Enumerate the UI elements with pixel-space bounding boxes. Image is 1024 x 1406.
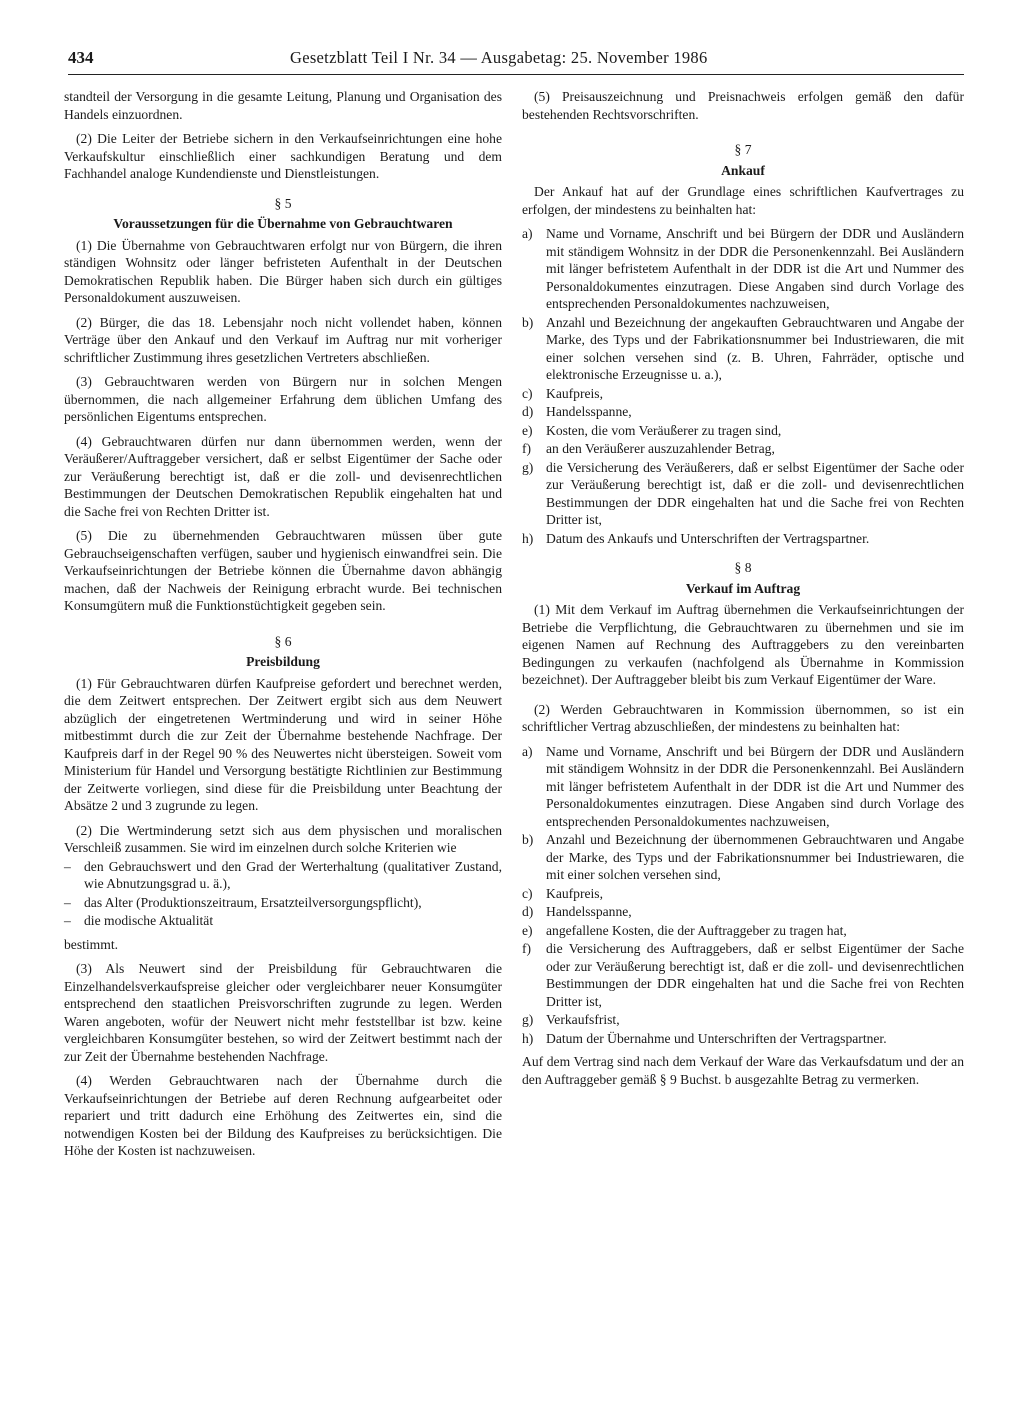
list-item-text: die Versicherung des Veräußerers, daß er selbst Eigentümer der Sache oder zur Veräußerung berechtigt ist, daß er die zoll- und devisenrechtlichen Bestimmungen der DDR eingehalten hat und die Sache frei von Rechten Dritter ist,: [546, 459, 964, 527]
section-6-number: § 6: [274, 633, 292, 649]
paragraph-5-2: (2) Bürger, die das 18. Lebensjahr noch nicht vollendet haben, können Verträge über den Ankauf und den Verkauf im Auftrag nur mit vorheriger schriftlicher Zustimmung ihres gesetzlichen Vertreters abschließen.: [64, 314, 502, 365]
list-item-text: Name und Vorname, Anschrift und bei Bürgern der DDR und Ausländern mit ständigem Wohnsitz in der DDR die Personenkennzahl. Bei Ausländern mit länger befristetem Aufenthalt in der DDR ist die Art und Nummer des Personaldokumentes einzutragen. Diese Angaben sind durch Vorlage des entsprechenden Personaldokumentes nachzuweisen,: [546, 226, 964, 311]
list-item: [522, 385, 964, 403]
list-item: [522, 225, 964, 313]
section-7-number: § 7: [734, 142, 752, 157]
paragraph-6-4: (4) Werden Gebrauchtwaren nach der Übernahme durch die Verkaufseinrichtungen der Betriebe auf deren Rechnung aufgearbeitet oder repariert und tritt dadurch eine Erhöhung des Zeitwertes ein, sind die notwendigen Kosten bei der Bildung des Kaufpreises zu berücksichtigen. Die Höhe der Kosten ist nachzuweisen.: [64, 1073, 502, 1158]
list-item-text: an den Veräußerer auszuzahlender Betrag,: [546, 441, 775, 456]
list-item: [522, 903, 964, 921]
list-marker: e): [522, 922, 533, 938]
list-marker: b): [522, 314, 534, 330]
left-column: [64, 88, 502, 1167]
paragraph-5-5: (5) Die zu übernehmenden Gebrauchtwaren müssen über gute Gebrauchseigenschaften verfügen, sauber und hygienisch einwandfrei sein. Die Verkaufseinrichtungen der Betriebe können die Übernahme davon abhängig machen, daß der Nachweis der Reinigung erbracht wurde. Bei technischen Konsumgütern muß die Funktionstüchtigkeit gegeben sein.: [64, 528, 502, 613]
list-marker: a): [522, 226, 533, 241]
list-item-text: Kosten, die vom Veräußerer zu tragen sind,: [546, 422, 782, 438]
section-5-title: Voraussetzungen für die Übernahme von Gebrauchtwaren: [113, 216, 453, 231]
list-item: [522, 922, 964, 940]
list-item: [522, 743, 964, 831]
list-item: [522, 1030, 964, 1048]
kommission-list: [522, 743, 964, 1048]
list-item-text: Name und Vorname, Anschrift und bei Bürgern der DDR und Ausländern mit ständigem Wohnsitz in der DDR die Personenkennzahl. Bei Ausländern mit länger befristetem Aufenthalt in der DDR ist die Art und Nummer des Personaldokumentes einzutragen. Diese Angaben sind durch Vorlage des entsprechenden Personaldokumentes nachzuweisen,: [546, 743, 964, 829]
paragraph-5-4: (4) Gebrauchtwaren dürfen nur dann übernommen werden, wenn der Veräußerer/Auftraggeber versichert, daß er selbst Eigentümer der Sache oder zur Veräußerung berechtigt ist, daß er die zoll- und devisenrechtlichen Bestimmungen der Deutschen Demokratischen Republik eingehalten hat und die Sache frei von Rechten Dritter ist.: [64, 433, 502, 519]
list-marker: d): [522, 904, 534, 919]
header-rule: [68, 74, 964, 75]
paragraph-5-1: (1) Die Übernahme von Gebrauchtwaren erfolgt nur von Bürgern, die ihren ständigen Wohnsitz oder länger befristeten Aufenthalt in der Deutschen Demokratischen Republik haben. Die Bürger haben sich durch ein gültiges Personaldokument auszuweisen.: [64, 237, 502, 305]
paragraph-8-end: Auf dem Vertrag sind nach dem Verkauf der Ware das Verkaufsdatum und der an den Auftraggeber gemäß § 9 Buchst. b ausgezahlte Betrag zu vermerken.: [522, 1054, 964, 1087]
list-item-text: Kaufpreis,: [546, 885, 603, 901]
list-item-text: Anzahl und Bezeichnung der angekauften Gebrauchtwaren und Angabe der Marke, des Typs und der Fabrikationsnummer bei Industriewaren, die mit einer solchen versehen sind (z. B. Uhren, Fahrräder, optische und elektronische Erzeugnisse u. a.),: [546, 314, 964, 382]
paragraph-8-2: (2) Werden Gebrauchtwaren in Kommission übernommen, so ist ein schriftlicher Vertrag abzuschließen, der mindestens zu beinhalten hat:: [522, 701, 964, 734]
list-marker: c): [522, 885, 533, 901]
paragraph-6-1: (1) Für Gebrauchtwaren dürfen Kaufpreise gefordert und berechnet werden, die dem Zeitwert entsprechen. Der Zeitwert ergibt sich aus dem Neuwert abzüglich der eingetretenen Wertminderung und wird in seiner Höhe mitbestimmt durch die zur Zeit der Übernahme bestehende Nachfrage. Der Kaufpreis darf in der Regel 90 % des Neuwertes nicht übersteigen. Soweit vom Ministerium für Handel und Versorgung bestätigte Richtlinien zur Bestimmung der Zeitwerte vorliegen, sind diese für die Preisbildung unter Beachtung der Absätze 2 und 3 zugrunde zu legen.: [64, 675, 502, 813]
list-item: [522, 440, 964, 458]
list-item-text: Datum des Ankaufs und Unterschriften der Vertragspartner.: [546, 530, 870, 546]
ankauf-list: [522, 225, 964, 547]
list-item: [522, 940, 964, 1010]
list-marker: g): [522, 1012, 534, 1027]
paragraph-5-3: (3) Gebrauchtwaren werden von Bürgern nur in solchen Mengen übernommen, die nach allgemeiner Erfahrung dem üblichen Umfang des persönlichen Eigentums entsprechen.: [64, 374, 502, 424]
list-item-text: Datum der Übernahme und Unterschriften der Vertragspartner.: [546, 1030, 887, 1046]
list-marker: g): [522, 459, 534, 475]
list-marker: f): [522, 441, 532, 456]
list-item-text: die modische Aktualität: [84, 913, 214, 928]
paragraph-8-1: (1) Mit dem Verkauf im Auftrag übernehmen die Verkaufseinrichtungen der Betriebe die Verpflichtung, die Gebrauchtwaren zu übernehmen und sie im eigenen Namen auf Rechnung des Auftraggebers zu den vereinbarten Bedingungen zu verkaufen (nachfolgend als Übernahme in Kommission bezeichnet). Der Auftraggeber bleibt bis zum Verkauf Eigentümer der Ware.: [522, 602, 964, 687]
section-8-number: § 8: [734, 560, 752, 575]
list-item: – die modische Aktualität: [64, 913, 214, 928]
section-8-title: Verkauf im Auftrag: [685, 580, 801, 596]
list-item-text: Kaufpreis,: [546, 385, 603, 401]
list-item-text: das Alter (Produktionszeitraum, Ersatzteilversorgungspflicht),: [84, 894, 422, 910]
list-marker: h): [522, 1030, 534, 1046]
list-item: [522, 422, 964, 440]
list-item-text: Handelsspanne,: [546, 404, 632, 419]
list-item: – das Alter (Produktionszeitraum, Ersatzteilversorgungspflicht),: [64, 894, 422, 910]
list-item-text: die Versicherung des Auftraggebers, daß er selbst Eigentümer der Sache oder zur Veräußerung berechtigt ist, daß er die zoll- und devisenrechtlichen Bestimmungen der DDR eingehalten hat und die Sache frei von Rechten Dritter ist,: [546, 941, 964, 1009]
list-item: [522, 459, 964, 529]
list-item-text: Anzahl und Bezeichnung der übernommenen Gebrauchtwaren und Angabe der Marke, des Typs und der Fabrikationsnummer bei Industriewaren, die mit einer solchen versehen sind,: [546, 832, 964, 882]
paragraph-6-5: (5) Preisauszeichnung und Preisnachweis erfolgen gemäß den dafür bestehenden Rechtsvorschriften.: [522, 89, 964, 122]
list-marker: d): [522, 404, 534, 419]
list-item-text: Verkaufsfrist,: [546, 1012, 620, 1027]
paragraph-6-3: (3) Als Neuwert sind der Preisbildung für Gebrauchtwaren die Einzelhandelsverkaufspreise gleicher oder vergleichbarer neuer Konsumgüter entsprechend den staatlichen Preisvorschriften zugrunde zu legen. Werden Waren angeboten, wofür der Neuwert nicht mehr feststellbar ist bzw. keine vergleichbaren Konsumgüter bestehen, so wird der Zeitwert bestimmt nach der zur Zeit der Übernahme bestehenden Nachfrage.: [64, 961, 502, 1064]
header-title: Gesetzblatt Teil I Nr. 34 — Ausgabetag: 25. November 1986: [290, 48, 708, 67]
page-number: 434: [68, 48, 94, 67]
list-marker: c): [522, 385, 533, 401]
list-item: [522, 831, 964, 884]
section-7-title: Ankauf: [721, 162, 765, 178]
paragraph-4-2: (2) Die Leiter der Betriebe sichern in den Verkaufseinrichtungen eine hohe Verkaufskultur einschließlich einer sachkundigen Beratung und dem Fachhandel analoge Kundendienste und Dienstleistungen.: [64, 131, 502, 181]
list-item-text: Handelsspanne,: [546, 904, 632, 919]
list-item-text: angefallene Kosten, die der Auftraggeber zu tragen hat,: [546, 922, 847, 938]
right-column: [522, 88, 964, 1095]
list-marker: a): [522, 743, 533, 759]
list-marker: e): [522, 422, 533, 438]
list-marker: b): [522, 832, 534, 847]
list-item: [522, 885, 964, 903]
list-marker: h): [522, 530, 534, 546]
list-marker: f): [522, 941, 532, 956]
paragraph-6-2: (2) Die Wertminderung setzt sich aus dem physischen und moralischen Verschleiß zusammen. Sie wird im einzelnen durch solche Kriterien wie: [64, 822, 502, 855]
list-item-text: den Gebrauchswert und den Grad der Werterhaltung (qualitativer Zustand, wie Abnutzungsgrad u. ä.),: [84, 858, 502, 891]
paragraph-6-2-end: bestimmt.: [64, 936, 118, 952]
list-item: [522, 403, 964, 421]
list-item: [522, 530, 964, 548]
list-item: – den Gebrauchswert und den Grad der Werterhaltung (qualitativer Zustand, wie Abnutzungsgrad u. ä.),: [64, 858, 502, 891]
list-item: [522, 314, 964, 384]
section-5-number: § 5: [274, 195, 292, 211]
paragraph-intro: standteil der Versorgung in die gesamte Leitung, Planung und Organisation des Handels einzuordnen.: [64, 89, 502, 122]
list-item: [522, 1011, 964, 1029]
section-6-title: Preisbildung: [246, 654, 320, 669]
paragraph-7-intro: Der Ankauf hat auf der Grundlage eines schriftlichen Kaufvertrages zu erfolgen, der mindestens zu beinhalten hat:: [522, 184, 964, 217]
page-header: [68, 48, 968, 72]
criteria-list: [64, 858, 502, 930]
